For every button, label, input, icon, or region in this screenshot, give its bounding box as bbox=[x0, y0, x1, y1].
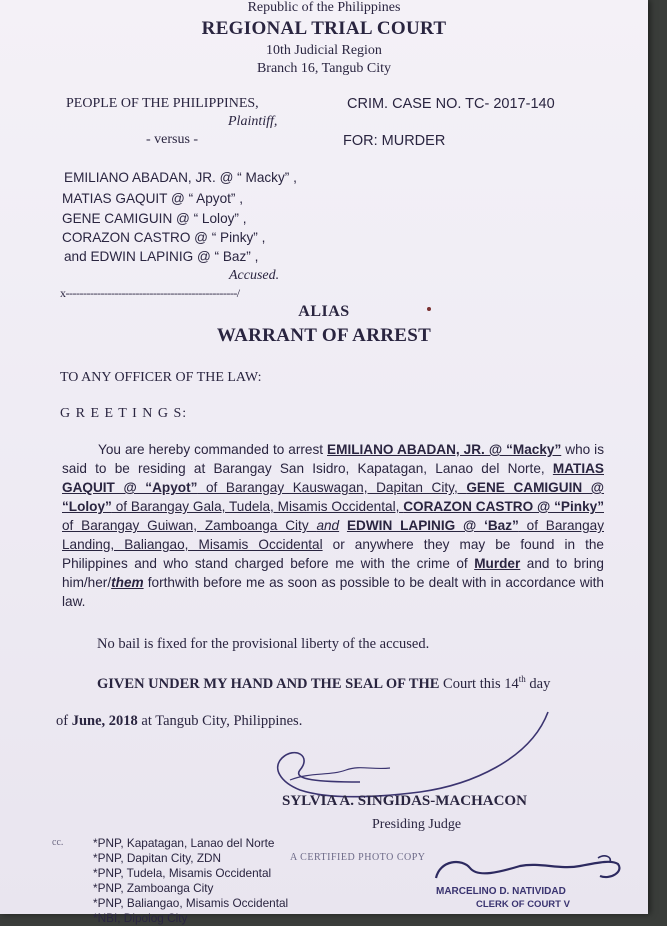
case-number: CRIM. CASE NO. TC- 2017-140 bbox=[347, 96, 555, 112]
accused-name: GENE CAMIGUIN @ “Loloy” bbox=[62, 480, 605, 514]
accused-name: EDWIN LAPINIG @ ‘Baz” bbox=[346, 518, 519, 533]
cc-item: *PNP, Tudela, Misamis Occidental bbox=[93, 866, 272, 880]
charge-label: FOR: MURDER bbox=[343, 133, 446, 149]
crime-name: Murder bbox=[474, 556, 521, 571]
bail-line: No bail is fixed for the provisional liberty of the accused. bbox=[97, 636, 430, 652]
accused-name: MATIAS GAQUIT @ “Apyot” bbox=[62, 461, 604, 495]
judge-title: Presiding Judge bbox=[372, 817, 462, 832]
address-line: TO ANY OFFICER OF THE LAW: bbox=[60, 370, 262, 385]
date-line: of June, 2018 at Tangub City, Philippines. bbox=[56, 713, 303, 729]
command-paragraph: You are hereby commanded to arrest EMILIANO ABADAN, JR. @ “Macky” who is said to be residing at Barangay San Isidro, Kapatagan, Lanao del Norte, MATIAS GAQUIT @ “Apyot” of Barangay Kauswagan, Dapitan City, GENE CAMIGUIN @ “Loloy” of Barangay Gala, Tudela, Misamis Occidental, CORAZON CASTRO @ “Pinky” of Barangay Guiwan, Zamboanga City and EDWIN LAPINIG @ ‘Baz” of Barangay Landing, Baliangao, Misamis Occidental or anywhere they may be found in the Philippines and who stand charged before me with the crime of Murder and to bring him/her/them forthwith before me as soon as possible to be dealt with in accordance with law. bbox=[62, 442, 605, 609]
clerk-name: MARCELINO D. NATIVIDAD bbox=[436, 886, 566, 897]
plaintiff-role: Plaintiff, bbox=[228, 114, 278, 129]
greetings-line: G R E E T I N G S: bbox=[60, 406, 188, 421]
cc-item: *PNP, Zamboanga City bbox=[93, 881, 214, 895]
cc-item: *PNP, Kapatagan, Lanao del Norte bbox=[93, 836, 275, 850]
accused-role: Accused. bbox=[229, 268, 280, 283]
branch-line: Branch 16, Tangub City bbox=[256, 61, 392, 76]
judge-name: SYLVIA A. SINGIDAS-MACHACON bbox=[282, 793, 527, 809]
clerk-title: CLERK OF COURT V bbox=[476, 899, 570, 910]
accused-line: MATIAS GAQUIT @ “ Apyot” , bbox=[62, 191, 243, 206]
accused-name: CORAZON CASTRO @ “Pinky” bbox=[403, 499, 604, 514]
republic-line: Republic of the Philippines bbox=[247, 0, 401, 15]
certified-copy-stamp: A CERTIFIED PHOTO COPY bbox=[290, 852, 426, 863]
accused-line: GENE CAMIGUIN @ “ Loloy” , bbox=[62, 211, 247, 226]
accused-line: EMILIANO ABADAN, JR. @ “ Macky” , bbox=[64, 170, 297, 185]
alias-heading: ALIAS bbox=[298, 303, 350, 320]
court-name: REGIONAL TRIAL COURT bbox=[201, 18, 447, 39]
plaintiff-name: PEOPLE OF THE PHILIPPINES, bbox=[66, 96, 259, 111]
versus-label: - versus - bbox=[146, 132, 199, 147]
caption-separator: x-------------------------------------------------/ bbox=[60, 286, 240, 300]
accused-line: and EDWIN LAPINIG @ “ Baz” , bbox=[64, 249, 259, 264]
cc-item: *PNP, Dapitan City, ZDN bbox=[93, 851, 222, 865]
accused-name: EMILIANO ABADAN, JR. @ “Macky” bbox=[327, 442, 562, 457]
cc-label: cc. bbox=[52, 837, 64, 848]
warrant-heading: WARRANT OF ARREST bbox=[216, 325, 432, 346]
judicial-region: 10th Judicial Region bbox=[266, 43, 382, 58]
cc-item: *NBI, Dipolog City bbox=[93, 911, 188, 925]
accused-line: CORAZON CASTRO @ “ Pinky” , bbox=[62, 230, 266, 245]
given-line: GIVEN UNDER MY HAND AND THE SEAL OF THE Court this 14th day bbox=[97, 674, 551, 692]
cc-item: *PNP, Baliangao, Misamis Occidental bbox=[93, 896, 289, 910]
